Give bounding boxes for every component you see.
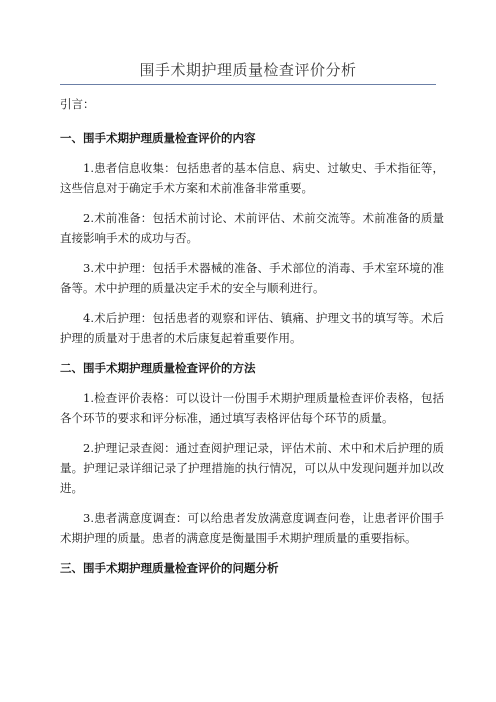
paragraph: 3.患者满意度调查：可以给患者发放满意度调查问卷，让患者评价围手术期护理的质量。患者的满意度是衡量围手术期护理质量的重要指标。 [60, 511, 444, 545]
section-1 [60, 128, 444, 348]
paragraph: 4.术后护理：包括患者的观察和评估、镇痛、护理文书的填写等。术后护理的质量对于患者的术后康复起着重要作用。 [60, 311, 444, 345]
document-title: 围手术期护理质量检查评价分析 [139, 61, 357, 79]
section-2 [60, 358, 444, 548]
paragraph: 1.患者信息收集：包括患者的基本信息、病史、过敏史、手术指征等，这些信息对于确定手术方案和术前准备非常重要。 [60, 161, 444, 195]
section-heading: 二、围手术期护理质量检查评价的方法 [60, 361, 256, 375]
section-heading: 一、围手术期护理质量检查评价的内容 [60, 131, 256, 145]
section-3 [60, 558, 444, 578]
section-heading: 三、围手术期护理质量检查评价的问题分析 [60, 561, 279, 575]
document-body [60, 94, 444, 588]
paragraph: 1.检查评价表格：可以设计一份围手术期护理质量检查评价表格，包括各个环节的要求和评分标准，通过填写表格评估每个环节的质量。 [60, 391, 444, 425]
paragraph: 2.护理记录查阅：通过查阅护理记录，评估术前、术中和术后护理的质量。护理记录详细记录了护理措施的执行情况，可以从中发现问题并加以改进。 [60, 441, 444, 495]
paragraph: 2.术前准备：包括术前讨论、术前评估、术前交流等。术前准备的质量直接影响手术的成功与否。 [60, 211, 444, 245]
intro-label: 引言： [60, 97, 95, 111]
title-divider [60, 84, 436, 85]
paragraph: 3.术中护理：包括手术器械的准备、手术部位的消毒、手术室环境的准备等。术中护理的质量决定手术的安全与顺利进行。 [60, 261, 444, 295]
